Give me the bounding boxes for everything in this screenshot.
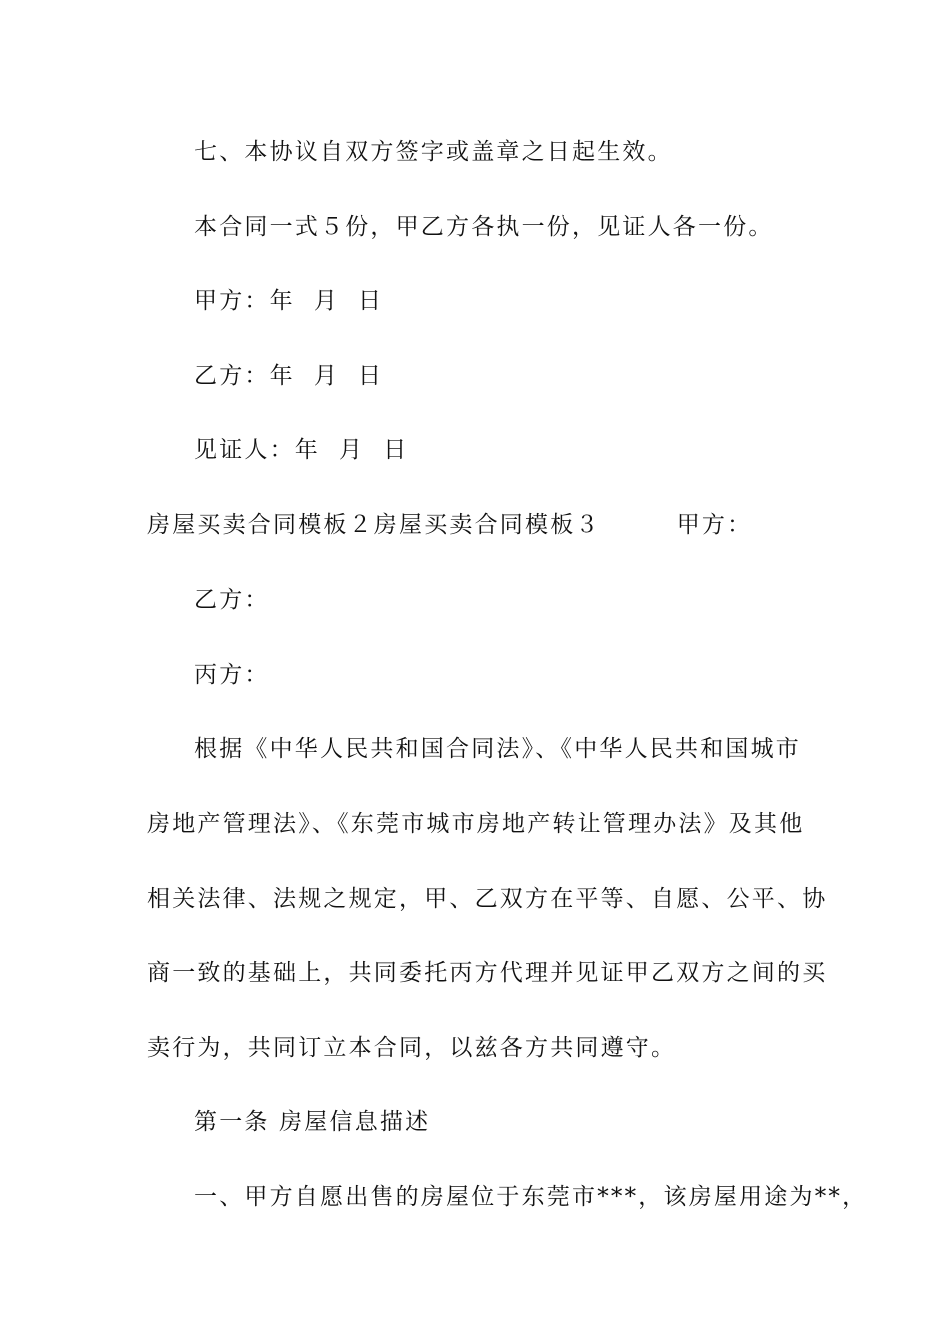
- copies-statement: 本合同一式５份，甲乙方各执一份，见证人各一份。: [194, 214, 774, 240]
- party-c-line: 丙方：: [194, 662, 270, 688]
- paragraph-basis-line-2: 房地产管理法》、《东莞市城市房地产转让管理办法》及其他: [147, 811, 805, 837]
- paragraph-basis-line-1: 根据《中华人民共和国合同法》、《中华人民共和国城市: [194, 736, 801, 762]
- article-one-item-one: 一、甲方自愿出售的房屋位于东莞市***，该房屋用途为**，: [194, 1184, 868, 1210]
- paragraph-basis-line-3: 相关法律、法规之规定，甲、乙双方在平等、自愿、公平、协: [147, 886, 828, 912]
- template-heading-line: 房屋买卖合同模板２房屋买卖合同模板３ 甲方：: [147, 512, 753, 538]
- article-one-heading: 第一条 房屋信息描述: [194, 1109, 431, 1135]
- paragraph-basis-line-5: 卖行为，共同订立本合同，以兹各方共同遵守。: [147, 1035, 677, 1061]
- paragraph-basis-line-4: 商一致的基础上，共同委托丙方代理并见证甲乙双方之间的买: [147, 960, 828, 986]
- party-a-date-line: 甲方：年 月 日: [194, 288, 384, 314]
- clause-seven-effective: 七、本协议自双方签字或盖章之日起生效。: [194, 139, 673, 165]
- witness-date-line: 见证人：年 月 日: [194, 437, 409, 463]
- party-b-line: 乙方：: [194, 587, 270, 613]
- party-b-date-line: 乙方：年 月 日: [194, 363, 384, 389]
